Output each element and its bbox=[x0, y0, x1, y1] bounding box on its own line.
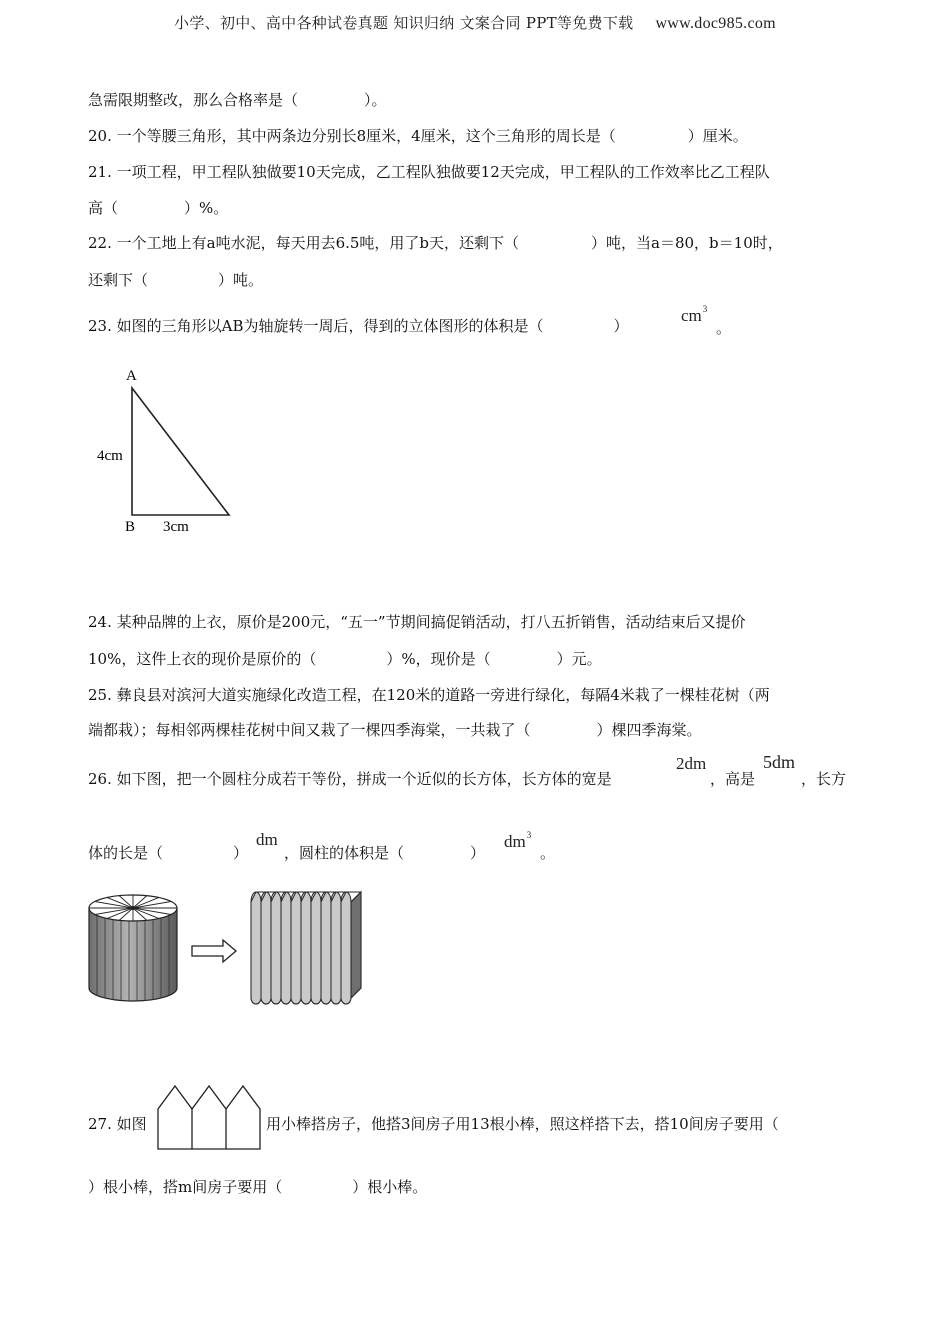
question-27-line2: ）根小棒，搭m间房子要用（ ）根小棒。 bbox=[88, 1178, 428, 1196]
width-value: 2dm bbox=[676, 754, 707, 773]
cylinder-figure bbox=[85, 880, 375, 1010]
label-b: B bbox=[125, 519, 136, 535]
question-21-line1: 21. 一项工程，甲工程队独做要10天完成，乙工程队独做要12天完成，甲工程队的工作效率比乙工程队 bbox=[88, 163, 770, 181]
question-24-line2: 10%，这件上衣的现价是原价的（ ）%，现价是（ ）元。 bbox=[88, 650, 602, 668]
unit-cubic-cm: $cm^3$ bbox=[681, 304, 708, 325]
header-url[interactable]: www.doc985.com bbox=[655, 15, 776, 32]
question-26-line2: 体的长是（ ） bbox=[88, 844, 249, 862]
question-21-line2: 高（ ）%。 bbox=[88, 199, 229, 217]
stick-houses bbox=[158, 1086, 260, 1149]
question-20: 20. 一个等腰三角形，其中两条边分别长8厘米，4厘米，这个三角形的周长是（ ）厘米。 bbox=[88, 127, 748, 145]
q19-continuation: 急需限期整改，那么合格率是（ ）。 bbox=[88, 91, 387, 109]
question-25-line1: 25. 彝良县对滨河大道实施绿化改造工程，在120米的道路一旁进行绿化，每隔4米栽了一棵桂花树（两 bbox=[88, 686, 770, 704]
cylinder bbox=[89, 895, 177, 1001]
houses-figure bbox=[156, 1083, 266, 1151]
triangle-figure bbox=[90, 362, 250, 542]
label-height: 4cm bbox=[97, 448, 123, 464]
question-25-line2: 端都栽）；每相邻两棵桂花树中间又栽了一棵四季海棠，一共栽了（ ）棵四季海棠。 bbox=[88, 721, 702, 739]
question-27-num: 27. 如图 bbox=[88, 1115, 147, 1133]
question-23: 23. 如图的三角形以AB为轴旋转一周后，得到的立体图形的体积是（ ） bbox=[88, 317, 629, 335]
q23-end: 。 bbox=[716, 319, 732, 337]
question-26-line1a: 26. 如下图，把一个圆柱分成若干等份，拼成一个近似的长方体，长方体的宽是 bbox=[88, 770, 612, 788]
question-22-line1: 22. 一个工地上有a吨水泥，每天用去6.5吨，用了b天，还剩下（ ）吨，当a＝80，b＝10时， bbox=[88, 234, 783, 252]
question-26-line1c: ，长方 bbox=[801, 770, 847, 788]
question-22-line2: 还剩下（ ）吨。 bbox=[88, 271, 264, 289]
unit-dm: dm bbox=[256, 830, 278, 849]
question-24-line1: 24. 某种品牌的上衣，原价是200元，“五一”节期间搞促销活动，打八五折销售，活动结束后又提价 bbox=[88, 613, 746, 631]
cuboid bbox=[251, 892, 361, 1004]
question-26-line2c: ，圆柱的体积是（ ） bbox=[284, 844, 486, 862]
question-26-line1b: ，高是 bbox=[710, 770, 756, 788]
height-value: 5dm bbox=[763, 752, 796, 772]
page-header bbox=[0, 12, 950, 33]
label-base: 3cm bbox=[163, 519, 189, 535]
right-arrow-icon bbox=[192, 940, 236, 962]
header-title: 小学、初中、高中各种试卷真题 知识归纳 文案合同 PPT等免费下载 bbox=[174, 14, 634, 32]
unit-cubic-dm: $dm^3$ bbox=[504, 830, 532, 851]
question-27-line1: 用小棒搭房子，他搭3间房子用13根小棒，照这样搭下去，搭10间房子要用（ bbox=[266, 1115, 779, 1133]
triangle-shape bbox=[132, 388, 229, 515]
q26-end: 。 bbox=[540, 844, 556, 862]
label-a: A bbox=[126, 368, 137, 384]
